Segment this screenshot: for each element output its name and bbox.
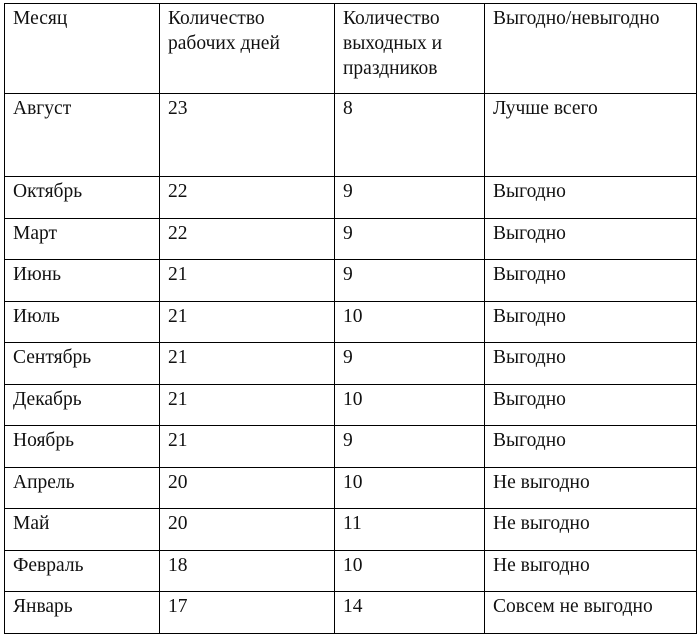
cell-profitability: Выгодно <box>485 426 697 468</box>
cell-month: Март <box>5 218 160 260</box>
cell-profitability: Лучше всего <box>485 94 697 177</box>
header-profitability: Выгодно/невыгодно <box>485 4 697 94</box>
cell-days-off: 9 <box>335 426 485 468</box>
cell-profitability: Выгодно <box>485 343 697 385</box>
cell-month: Декабрь <box>5 384 160 426</box>
cell-month: Январь <box>5 592 160 634</box>
table-row <box>5 384 697 426</box>
cell-working-days: 17 <box>160 592 335 634</box>
header-working-days: Количество рабочих дней <box>160 4 335 94</box>
cell-month: Ноябрь <box>5 426 160 468</box>
cell-days-off: 8 <box>335 94 485 177</box>
cell-days-off: 10 <box>335 467 485 509</box>
table-row <box>5 343 697 385</box>
table-header-row <box>5 4 697 94</box>
table-row <box>5 94 697 177</box>
cell-month: Апрель <box>5 467 160 509</box>
cell-profitability: Выгодно <box>485 260 697 302</box>
cell-working-days: 21 <box>160 426 335 468</box>
cell-profitability: Не выгодно <box>485 550 697 592</box>
cell-profitability: Выгодно <box>485 301 697 343</box>
cell-working-days: 21 <box>160 301 335 343</box>
cell-days-off: 10 <box>335 384 485 426</box>
table-row <box>5 260 697 302</box>
cell-month: Май <box>5 509 160 551</box>
cell-profitability: Выгодно <box>485 177 697 219</box>
table-row <box>5 426 697 468</box>
table-row <box>5 177 697 219</box>
cell-profitability: Не выгодно <box>485 467 697 509</box>
cell-month: Сентябрь <box>5 343 160 385</box>
cell-working-days: 21 <box>160 384 335 426</box>
cell-working-days: 18 <box>160 550 335 592</box>
cell-days-off: 9 <box>335 177 485 219</box>
cell-working-days: 22 <box>160 177 335 219</box>
table-row <box>5 467 697 509</box>
table-row <box>5 550 697 592</box>
cell-month: Июнь <box>5 260 160 302</box>
cell-profitability: Не выгодно <box>485 509 697 551</box>
cell-month: Февраль <box>5 550 160 592</box>
cell-days-off: 9 <box>335 218 485 260</box>
cell-working-days: 20 <box>160 467 335 509</box>
table-row <box>5 218 697 260</box>
cell-profitability: Выгодно <box>485 218 697 260</box>
months-table <box>4 3 697 634</box>
header-days-off: Количество выходных и праздников <box>335 4 485 94</box>
cell-days-off: 14 <box>335 592 485 634</box>
cell-profitability: Выгодно <box>485 384 697 426</box>
table-row <box>5 592 697 634</box>
cell-month: Октябрь <box>5 177 160 219</box>
cell-working-days: 22 <box>160 218 335 260</box>
table-row <box>5 509 697 551</box>
cell-working-days: 23 <box>160 94 335 177</box>
table-row <box>5 301 697 343</box>
cell-month: Август <box>5 94 160 177</box>
cell-profitability: Совсем не выгодно <box>485 592 697 634</box>
cell-days-off: 10 <box>335 301 485 343</box>
cell-days-off: 9 <box>335 343 485 385</box>
cell-working-days: 20 <box>160 509 335 551</box>
cell-month: Июль <box>5 301 160 343</box>
cell-working-days: 21 <box>160 260 335 302</box>
cell-days-off: 11 <box>335 509 485 551</box>
cell-working-days: 21 <box>160 343 335 385</box>
cell-days-off: 10 <box>335 550 485 592</box>
header-month: Месяц <box>5 4 160 94</box>
cell-days-off: 9 <box>335 260 485 302</box>
